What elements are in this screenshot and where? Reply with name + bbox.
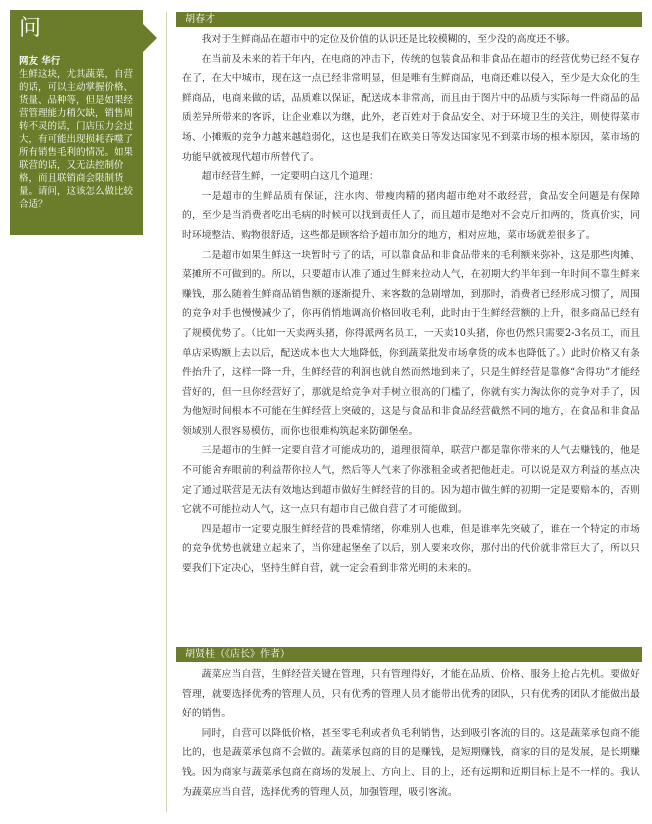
answer-body — [176, 665, 642, 802]
answer-body — [176, 30, 642, 579]
question-text: 生鲜这块，尤其蔬菜，自营的话，可以主动掌握价格、货量、品种等，但是如果经营管理能力稍欠缺，销售周转不灵的话，门店压力会过大，有可能出现损耗吞噬了所有销售毛利的情况。如果联营的话，又无法控制价格，而且联销商会限制货量。请问，这该怎么做比较合适？ — [19, 69, 134, 210]
paragraph: 蔬菜应当自营，生鲜经营关键在管理，只有管理得好，才能在品质、价格、服务上抢占先机。要做好管理，就要选择优秀的管理人员，只有优秀的管理人员才能带出优秀的团队，只有优秀的团队才能做出最好的销售。 — [182, 669, 640, 720]
paragraph: 三是超市的生鲜一定要自营才可能成功的，道理很简单，联营户都是靠你带来的人气去赚钱的，他是不可能舍弃眼前的利益帮你拉人气，然后等人气来了你涨租金或者把他赶走。可以说是双方利益的基点决定了通过联营是无法有效地达到超市做好生鲜经营的目的。因为超市做生鲜的初期一定是要赔本的，否则它就不可能拉动人气，这一点只有超市自己做自营了才可能做到。 — [182, 445, 640, 516]
paragraph: 四是超市一定要克服生鲜经营的畏难情绪，你难别人也难，但是谁率先突破了，谁在一个特定的市场的竞争优势也就建立起来了，当你建起堡垒了以后，别人要来攻你，那付出的代价就非常巨大了，所以只要我们下定决心，坚持生鲜自营，就一定会看到非常光明的未来的。 — [182, 523, 640, 575]
question-box — [10, 10, 143, 235]
paragraph: 我对于生鲜商品在超市中的定位及价值的认识还是比较模糊的，至少没的高度还不够。 — [201, 34, 576, 45]
paragraph: 超市经营生鲜，一定要明白这几个道理： — [201, 171, 379, 183]
answer-section-2 — [176, 647, 642, 802]
question-author: 网友 华行 — [19, 56, 61, 67]
paragraph: 在当前及未来的若干年内，在电商的冲击下，传统的包装食品和非食品在超市的经营优势已经不复存在了，在大中城市，现在这一点已经非常明显，但是唯有生鲜商品，电商还难以侵入，至少是大众化的生鲜商品，电商来做的话，品质难以保证，配送成本非常高，而且由于图片中的品质与实际每一件商品的品质差异所带来的客诉，让企业难以为继，此外，老百姓对于食品安全、对于环境卫生的关注，则使得菜市场、小摊贩的竞争力越来越趋弱化，这也是我们在欧美日等发达国家见不到菜市场的根本原因，菜市场的功能早就被现代超市所替代了。 — [182, 53, 640, 163]
column-divider — [166, 12, 167, 812]
answer-section-1 — [176, 12, 642, 579]
paragraph: 同时，自营可以降低价格，甚至零毛利或者负毛利销售，达到吸引客流的目的。这是蔬菜承包商不能比的，也是蔬菜承包商不会做的。蔬菜承包商的目的是赚钱，是短期赚钱，商家的目的是发展，是长期赚钱。因为商家与蔬菜承包商在商场的发展上、方向上、目的上，还有远期和近期目标上是不一样的。我认为蔬菜应当自营，选择优秀的管理人员，加强管理，吸引客流。 — [182, 727, 640, 798]
answer-author-bar: 胡春才 — [176, 12, 642, 27]
paragraph: 一是超市的生鲜品质有保证，注水肉、带瘦肉精的猪肉超市绝对不敢经营，食品安全问题是有保障的，至少是当消费者吃出毛病的时候可以找到责任人了，而且超市是绝对不会克斤扣两的，货真价实，同时环境整洁、购物很舒适，这些都是顾客给予超市加分的地方，相对应地，菜市场就差很多了。 — [182, 190, 640, 241]
answer-author-bar: 胡贤桂（《店长》作者） — [176, 647, 642, 662]
question-mark-label: 问 — [19, 16, 42, 41]
paragraph: 二是超市如果生鲜这一块暂时亏了的话，可以靠食品和非食品带来的毛利额来弥补，这是那些肉摊、菜摊所不可做到的。所以，只要超市认准了通过生鲜来拉动人气，在初期大约半年到一年时间不靠生鲜来赚钱，那么随着生鲜商品销售额的逐渐提升、来客数的急剧增加，到那时，消费者已经形成习惯了，周围的竞争对手也慢慢减少了，你再俏悄地调高价格回收毛利，此时由于生鲜经营额的上升，很多商品已经有了规模优势了。（比如一天卖两头猪，你得派两名员工，一天卖10头猪，你也仍然只需要2-3名员工，而且单店采购额上去以后，配送成本也大大地降低，你到蔬菜批发市场拿货的成本也降低了。）此时价格又有条件抬升了，这样一降一升，生鲜经营的利润也就自然而然地到来了，只是生鲜经营是靠修“舍得功”才能经营好的，但一旦你经营好了，那就是给竞争对手树立很高的门槛了，你就有实力淘汰你的竞争对手了，因为他短时间根本不可能在生鲜经营上突破的，这是与食品和非食品经营截然不同的地方，在食品和非食品领域别人很容易模仿，而你也很难构筑起来防御堡垒。 — [182, 249, 640, 437]
